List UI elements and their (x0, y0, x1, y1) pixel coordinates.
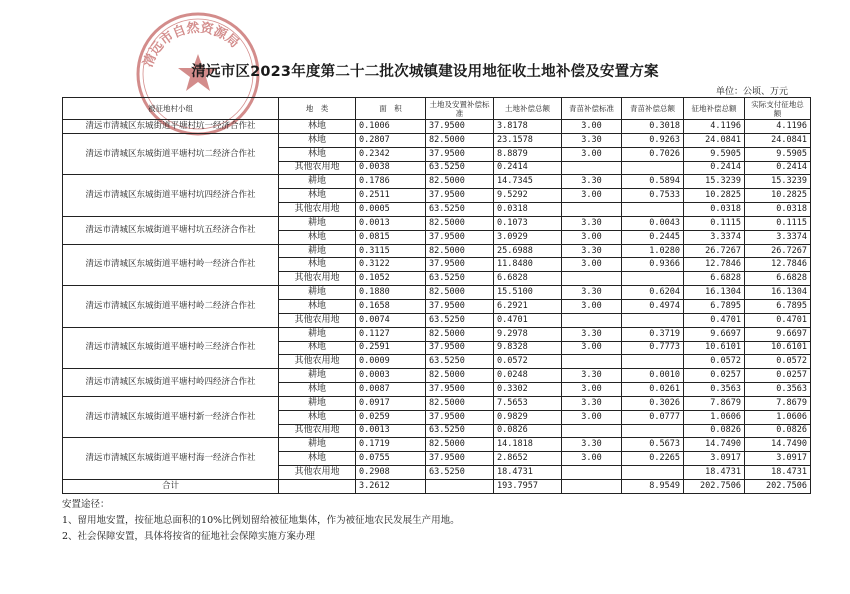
land-type-cell: 其他农用地 (279, 466, 356, 480)
land-type-cell: 林地 (279, 410, 356, 424)
standard-cell: 63.5250 (426, 272, 494, 286)
crop-standard-cell: 3.30 (562, 244, 622, 258)
land-type-cell: 林地 (279, 383, 356, 397)
paid-cell: 15.3239 (745, 175, 811, 189)
total-comp-cell: 9.5905 (684, 147, 745, 161)
header-cell: 征地补偿总额 (684, 98, 745, 120)
total-comp-cell: 26.7267 (684, 244, 745, 258)
land-type-cell: 其他农用地 (279, 355, 356, 369)
land-comp-cell: 7.5653 (494, 396, 562, 410)
crop-standard-cell: 3.00 (562, 299, 622, 313)
area-cell: 0.0074 (356, 313, 426, 327)
land-type-cell: 林地 (279, 230, 356, 244)
crop-standard-cell: 3.30 (562, 175, 622, 189)
village-group-cell: 清远市清城区东城街道平塘村坑一经济合作社 (63, 120, 279, 134)
paid-cell: 0.0572 (745, 355, 811, 369)
land-type-cell: 其他农用地 (279, 203, 356, 217)
land-type-cell: 耕地 (279, 396, 356, 410)
crop-standard-cell: 3.00 (562, 230, 622, 244)
paid-cell: 6.7895 (745, 299, 811, 313)
area-cell: 0.0009 (356, 355, 426, 369)
paid-cell: 9.5905 (745, 147, 811, 161)
standard-cell: 37.9500 (426, 341, 494, 355)
header-cell: 土地及安置补偿标准 (426, 98, 494, 120)
total-comp-cell: 0.0318 (684, 203, 745, 217)
total-comp-cell: 0.0826 (684, 424, 745, 438)
total-comp-cell: 10.6101 (684, 341, 745, 355)
crop-comp-cell (622, 355, 684, 369)
land-comp-cell: 6.2921 (494, 299, 562, 313)
paid-cell: 10.2825 (745, 189, 811, 203)
paid-cell: 3.3374 (745, 230, 811, 244)
area-cell: 0.0087 (356, 383, 426, 397)
header-cell: 青苗补偿标准 (562, 98, 622, 120)
svg-text:清远市自然资源局: 清远市自然资源局 (140, 20, 242, 70)
standard-cell: 63.5250 (426, 424, 494, 438)
crop-comp-cell: 1.0280 (622, 244, 684, 258)
area-cell: 0.1006 (356, 120, 426, 134)
crop-standard-cell (562, 272, 622, 286)
table-row (63, 286, 811, 300)
land-type-cell: 林地 (279, 133, 356, 147)
standard-cell: 82.5000 (426, 244, 494, 258)
crop-standard-cell: 3.30 (562, 438, 622, 452)
table-row (63, 327, 811, 341)
paid-cell: 12.7846 (745, 258, 811, 272)
land-type-cell: 林地 (279, 452, 356, 466)
crop-standard-cell: 3.30 (562, 369, 622, 383)
paid-cell: 10.6101 (745, 341, 811, 355)
land-comp-cell: 0.0318 (494, 203, 562, 217)
total-comp-cell: 0.4701 (684, 313, 745, 327)
crop-comp-cell: 0.4974 (622, 299, 684, 313)
area-cell: 0.0038 (356, 161, 426, 175)
table-cell (279, 479, 356, 493)
land-comp-cell: 6.6828 (494, 272, 562, 286)
paid-cell: 0.1115 (745, 216, 811, 230)
crop-standard-cell: 3.30 (562, 216, 622, 230)
paid-cell: 0.0318 (745, 203, 811, 217)
header-cell: 被征地村小组 (63, 98, 279, 120)
total-comp-cell: 0.3563 (684, 383, 745, 397)
village-group-cell: 清远市清城区东城街道平塘村坑四经济合作社 (63, 175, 279, 217)
total-crop-comp: 8.9549 (622, 479, 684, 493)
land-comp-cell: 0.1073 (494, 216, 562, 230)
land-comp-cell: 9.2978 (494, 327, 562, 341)
area-cell: 0.1127 (356, 327, 426, 341)
crop-standard-cell: 3.00 (562, 147, 622, 161)
land-comp-cell: 18.4731 (494, 466, 562, 480)
standard-cell: 63.5250 (426, 203, 494, 217)
land-type-cell: 林地 (279, 341, 356, 355)
standard-cell: 82.5000 (426, 175, 494, 189)
standard-cell: 37.9500 (426, 258, 494, 272)
crop-standard-cell: 3.00 (562, 410, 622, 424)
standard-cell: 37.9500 (426, 410, 494, 424)
table-row (63, 369, 811, 383)
village-group-cell: 清远市清城区东城街道平塘村新一经济合作社 (63, 396, 279, 438)
paid-cell: 7.8679 (745, 396, 811, 410)
area-cell: 0.1786 (356, 175, 426, 189)
crop-standard-cell: 3.00 (562, 258, 622, 272)
total-comp-cell: 14.7490 (684, 438, 745, 452)
standard-cell: 82.5000 (426, 133, 494, 147)
land-type-cell: 林地 (279, 189, 356, 203)
crop-standard-cell: 3.00 (562, 189, 622, 203)
standard-cell: 82.5000 (426, 369, 494, 383)
crop-comp-cell (622, 203, 684, 217)
area-cell: 0.0815 (356, 230, 426, 244)
total-land-comp: 193.7957 (494, 479, 562, 493)
village-group-cell: 清远市清城区东城街道平塘村岭三经济合作社 (63, 327, 279, 369)
land-type-cell: 耕地 (279, 175, 356, 189)
standard-cell: 63.5250 (426, 161, 494, 175)
table-row (63, 175, 811, 189)
total-comp-cell: 18.4731 (684, 466, 745, 480)
unit-label: 单位：公顷、万元 (715, 87, 788, 97)
land-comp-cell: 2.8652 (494, 452, 562, 466)
land-type-cell: 其他农用地 (279, 424, 356, 438)
table-row (63, 438, 811, 452)
total-comp-cell: 24.0841 (684, 133, 745, 147)
total-comp-cell: 3.3374 (684, 230, 745, 244)
standard-cell: 37.9500 (426, 120, 494, 134)
land-type-cell: 林地 (279, 258, 356, 272)
standard-cell: 37.9500 (426, 147, 494, 161)
crop-comp-cell: 0.0010 (622, 369, 684, 383)
land-comp-cell: 0.0248 (494, 369, 562, 383)
land-comp-cell: 0.2414 (494, 161, 562, 175)
land-comp-cell: 9.8328 (494, 341, 562, 355)
paid-cell: 16.1304 (745, 286, 811, 300)
total-paid: 202.7506 (745, 479, 811, 493)
paid-cell: 0.0257 (745, 369, 811, 383)
crop-comp-cell: 0.7773 (622, 341, 684, 355)
total-comp-cell: 16.1304 (684, 286, 745, 300)
crop-comp-cell (622, 313, 684, 327)
paid-cell: 0.3563 (745, 383, 811, 397)
crop-comp-cell: 0.3026 (622, 396, 684, 410)
crop-comp-cell (622, 272, 684, 286)
crop-comp-cell: 0.7533 (622, 189, 684, 203)
paid-cell: 3.0917 (745, 452, 811, 466)
land-comp-cell: 14.7345 (494, 175, 562, 189)
crop-standard-cell: 3.00 (562, 120, 622, 134)
paid-cell: 6.6828 (745, 272, 811, 286)
crop-standard-cell (562, 466, 622, 480)
land-type-cell: 耕地 (279, 244, 356, 258)
land-comp-cell: 9.5292 (494, 189, 562, 203)
paid-cell: 0.2414 (745, 161, 811, 175)
standard-cell: 63.5250 (426, 313, 494, 327)
land-type-cell: 耕地 (279, 216, 356, 230)
crop-standard-cell: 3.30 (562, 327, 622, 341)
village-group-cell: 清远市清城区东城街道平塘村岭四经济合作社 (63, 369, 279, 397)
crop-standard-cell: 3.00 (562, 341, 622, 355)
paid-cell: 1.0606 (745, 410, 811, 424)
area-cell: 0.2591 (356, 341, 426, 355)
crop-comp-cell: 0.2445 (622, 230, 684, 244)
total-comp-cell: 6.7895 (684, 299, 745, 313)
crop-standard-cell (562, 424, 622, 438)
paid-cell: 9.6697 (745, 327, 811, 341)
total-comp-cell: 6.6828 (684, 272, 745, 286)
total-comp-cell: 10.2825 (684, 189, 745, 203)
crop-standard-cell (562, 203, 622, 217)
standard-cell: 37.9500 (426, 383, 494, 397)
crop-standard-cell: 3.30 (562, 133, 622, 147)
compensation-table (62, 97, 811, 494)
crop-comp-cell: 0.7026 (622, 147, 684, 161)
area-cell: 0.0755 (356, 452, 426, 466)
standard-cell: 82.5000 (426, 438, 494, 452)
area-cell: 0.0003 (356, 369, 426, 383)
land-comp-cell: 3.0929 (494, 230, 562, 244)
land-type-cell: 耕地 (279, 286, 356, 300)
crop-comp-cell (622, 466, 684, 480)
total-comp-cell: 0.1115 (684, 216, 745, 230)
land-comp-cell: 15.5100 (494, 286, 562, 300)
land-type-cell: 其他农用地 (279, 272, 356, 286)
crop-comp-cell: 0.5673 (622, 438, 684, 452)
paid-cell: 14.7490 (745, 438, 811, 452)
land-comp-cell: 3.8178 (494, 120, 562, 134)
land-comp-cell: 11.8480 (494, 258, 562, 272)
area-cell: 0.0013 (356, 424, 426, 438)
area-cell: 0.3122 (356, 258, 426, 272)
land-type-cell: 其他农用地 (279, 313, 356, 327)
crop-comp-cell: 0.3018 (622, 120, 684, 134)
land-type-cell: 耕地 (279, 438, 356, 452)
crop-comp-cell: 0.6204 (622, 286, 684, 300)
land-type-cell: 耕地 (279, 369, 356, 383)
area-cell: 0.0013 (356, 216, 426, 230)
crop-comp-cell: 0.0261 (622, 383, 684, 397)
standard-cell: 63.5250 (426, 466, 494, 480)
table-row (63, 244, 811, 258)
land-type-cell: 林地 (279, 147, 356, 161)
total-comp-cell: 9.6697 (684, 327, 745, 341)
area-cell: 0.1880 (356, 286, 426, 300)
crop-standard-cell: 3.00 (562, 383, 622, 397)
total-row (63, 479, 811, 493)
header-cell: 实际支付征地总额 (745, 98, 811, 120)
header-cell: 青苗补偿总额 (622, 98, 684, 120)
note-item: 2、社会保障安置，具体将按省的征地社会保障实施方案办理 (62, 531, 316, 542)
area-cell: 0.0005 (356, 203, 426, 217)
crop-standard-cell: 3.00 (562, 452, 622, 466)
land-comp-cell: 0.0826 (494, 424, 562, 438)
header-cell: 土地补偿总额 (494, 98, 562, 120)
total-comp-cell: 0.2414 (684, 161, 745, 175)
land-comp-cell: 25.6988 (494, 244, 562, 258)
standard-cell: 82.5000 (426, 396, 494, 410)
crop-standard-cell (562, 355, 622, 369)
area-cell: 0.0259 (356, 410, 426, 424)
land-comp-cell: 0.0572 (494, 355, 562, 369)
notes-section (62, 497, 460, 545)
area-cell: 0.2908 (356, 466, 426, 480)
table-row (63, 120, 811, 134)
table-cell (426, 479, 494, 493)
total-comp-cell: 4.1196 (684, 120, 745, 134)
crop-comp-cell: 0.3719 (622, 327, 684, 341)
land-comp-cell: 0.9829 (494, 410, 562, 424)
village-group-cell: 清远市清城区东城街道平塘村坑五经济合作社 (63, 216, 279, 244)
crop-standard-cell: 3.30 (562, 396, 622, 410)
crop-standard-cell: 3.30 (562, 286, 622, 300)
standard-cell: 37.9500 (426, 452, 494, 466)
area-cell: 0.2807 (356, 133, 426, 147)
area-cell: 0.1719 (356, 438, 426, 452)
table-header-row (63, 98, 811, 120)
standard-cell: 37.9500 (426, 189, 494, 203)
total-comp-cell: 0.0257 (684, 369, 745, 383)
land-comp-cell: 8.8879 (494, 147, 562, 161)
land-comp-cell: 14.1818 (494, 438, 562, 452)
paid-cell: 26.7267 (745, 244, 811, 258)
standard-cell: 82.5000 (426, 286, 494, 300)
total-comp-cell: 15.3239 (684, 175, 745, 189)
crop-comp-cell: 0.5894 (622, 175, 684, 189)
total-comp-cell: 1.0606 (684, 410, 745, 424)
document-title: 清远市区2023年度第二十二批次城镇建设用地征收土地补偿及安置方案 (191, 64, 659, 80)
area-cell: 0.0917 (356, 396, 426, 410)
paid-cell: 4.1196 (745, 120, 811, 134)
table-row (63, 396, 811, 410)
land-comp-cell: 0.3302 (494, 383, 562, 397)
total-comp: 202.7506 (684, 479, 745, 493)
standard-cell: 82.5000 (426, 216, 494, 230)
note-item: 1、留用地安置，按征地总面积的10%比例划留给被征地集体，作为被征地农民发展生产用地。 (62, 515, 460, 526)
land-type-cell: 林地 (279, 299, 356, 313)
table-body (63, 120, 811, 480)
area-cell: 0.1052 (356, 272, 426, 286)
paid-cell: 18.4731 (745, 466, 811, 480)
standard-cell: 37.9500 (426, 299, 494, 313)
village-group-cell: 清远市清城区东城街道平塘村海一经济合作社 (63, 438, 279, 480)
village-group-cell: 清远市清城区东城街道平塘村岭一经济合作社 (63, 244, 279, 286)
header-cell: 面 积 (356, 98, 426, 120)
crop-standard-cell (562, 313, 622, 327)
crop-comp-cell: 0.2265 (622, 452, 684, 466)
area-cell: 0.1658 (356, 299, 426, 313)
village-group-cell: 清远市清城区东城街道平塘村岭二经济合作社 (63, 286, 279, 328)
table-cell (562, 479, 622, 493)
total-comp-cell: 3.0917 (684, 452, 745, 466)
paid-cell: 0.4701 (745, 313, 811, 327)
land-comp-cell: 0.4701 (494, 313, 562, 327)
paid-cell: 0.0826 (745, 424, 811, 438)
crop-comp-cell: 0.0777 (622, 410, 684, 424)
village-group-cell: 清远市清城区东城街道平塘村坑二经济合作社 (63, 133, 279, 175)
land-type-cell: 其他农用地 (279, 161, 356, 175)
crop-comp-cell: 0.9263 (622, 133, 684, 147)
area-cell: 0.2342 (356, 147, 426, 161)
total-area: 3.2612 (356, 479, 426, 493)
standard-cell: 63.5250 (426, 355, 494, 369)
total-comp-cell: 7.8679 (684, 396, 745, 410)
crop-comp-cell: 0.9366 (622, 258, 684, 272)
standard-cell: 82.5000 (426, 327, 494, 341)
standard-cell: 37.9500 (426, 230, 494, 244)
header-cell: 地 类 (279, 98, 356, 120)
area-cell: 0.2511 (356, 189, 426, 203)
land-type-cell: 耕地 (279, 327, 356, 341)
crop-comp-cell (622, 161, 684, 175)
notes-heading: 安置途径： (62, 499, 110, 510)
table-row (63, 133, 811, 147)
paid-cell: 24.0841 (745, 133, 811, 147)
crop-comp-cell: 0.0043 (622, 216, 684, 230)
land-type-cell: 林地 (279, 120, 356, 134)
crop-comp-cell (622, 424, 684, 438)
land-comp-cell: 23.1578 (494, 133, 562, 147)
table-row (63, 216, 811, 230)
crop-standard-cell (562, 161, 622, 175)
area-cell: 0.3115 (356, 244, 426, 258)
total-comp-cell: 12.7846 (684, 258, 745, 272)
total-comp-cell: 0.0572 (684, 355, 745, 369)
total-label: 合计 (63, 479, 279, 493)
